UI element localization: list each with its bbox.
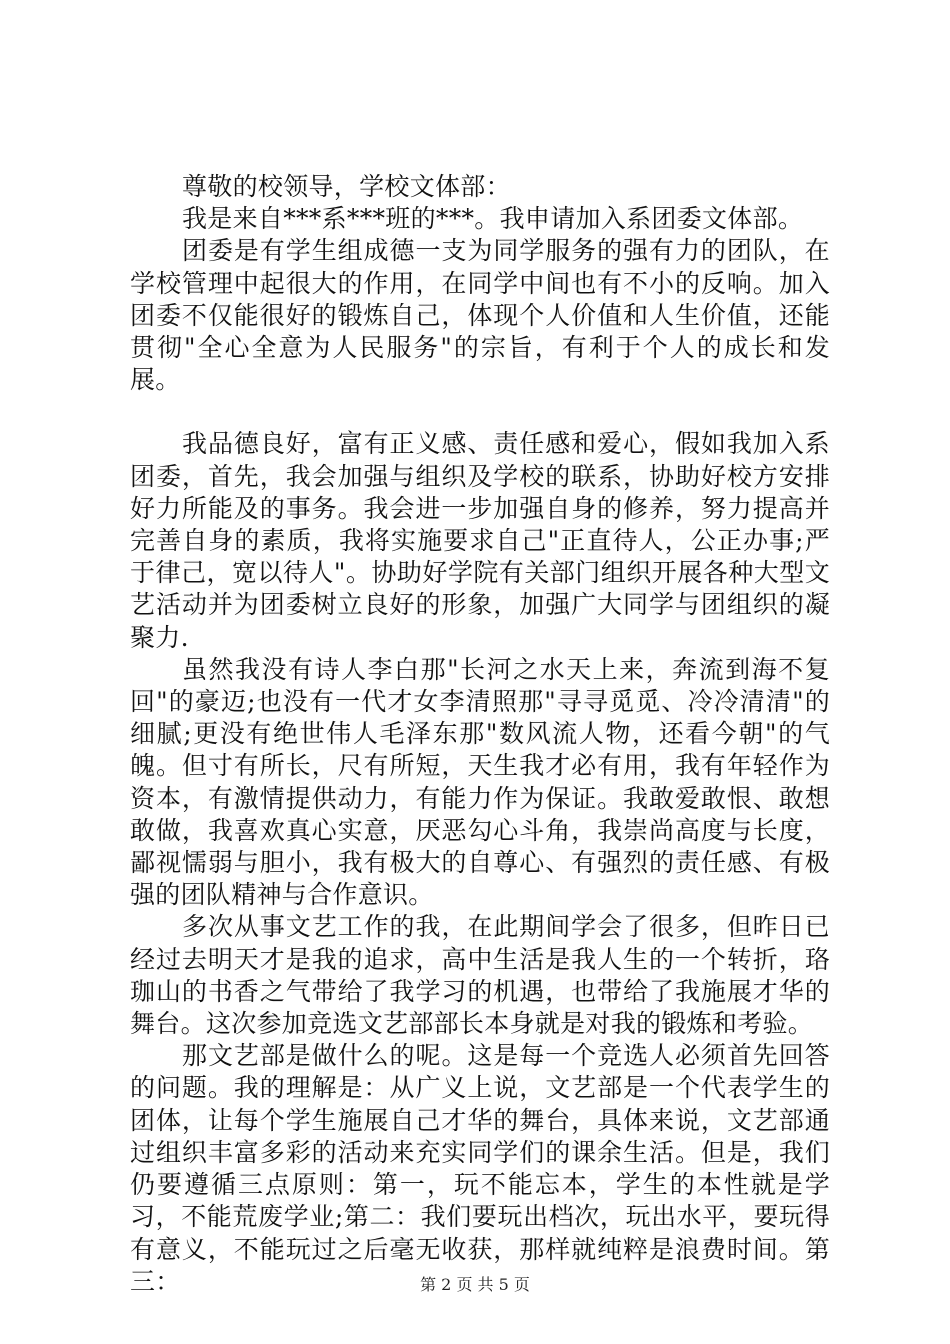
salutation: 尊敬的校领导，学校文体部：	[182, 172, 511, 201]
paragraph-intro: 我是来自***系***班的***。我申请加入系团委文体部。	[182, 204, 804, 234]
page-number: 第 2 页 共 5 页	[420, 1275, 530, 1294]
paragraph-character: 我品德良好，富有正义感、责任感和爱心，假如我加入系团委，首先，我会加强与组织及学校的联系，协助好校方安排好力所能及的事务。我会进一步加强自身的修养，努力提高并完善自身的素质，我将实施要求自己"正直待人，公正办事;严于律己，宽以待人"。协助好学院有关部门组织开展各种大型文艺活动并为团委树立良好的形象，加强广大同学与团组织的凝聚力.	[130, 429, 830, 652]
paragraph-spacer	[130, 396, 830, 428]
paragraph-ambition: 虽然我没有诗人李白那"长河之水天上来，奔流到海不复回"的豪迈;也没有一代才女李清照那"寻寻觅觅、冷冷清清"的细腻;更没有绝世伟人毛泽东那"数风流人物，还看今朝"的气魄。但寸有所长，尺有所短，天生我才必有用，我有年轻作为资本，有激情提供动力，有能力作为保证。我敢爱敢恨、敢想敢做，我喜欢真心实意，厌恶勾心斗角，我崇尚高度与长度，鄙视懦弱与胆小，我有极大的自尊心、有强烈的责任感、有极强的团队精神与合作意识。	[130, 654, 830, 910]
paragraph-department: 那文艺部是做什么的呢。这是每一个竞选人必须首先回答的问题。我的理解是：从广义上说，文艺部是一个代表学生的团体，让每个学生施展自己才华的舞台，具体来说，文艺部通过组织丰富多彩的活动来充实同学们的课余生活。但是，我们仍要遵循三点原则：第一，玩不能忘本，学生的本性就是学习，不能荒废学业;第二：我们要玩出档次，玩出水平，要玩得有意义，不能玩过之后毫无收获，那样就纯粹是浪费时间。第三：	[130, 1041, 830, 1296]
paragraph-experience: 多次从事文艺工作的我，在此期间学会了很多，但昨日已经过去明天才是我的追求，高中生活是我人生的一个转折，珞珈山的书香之气带给了我学习的机遇，也带给了我施展才华的舞台。这次参加竞选文艺部部长本身就是对我的锻炼和考验。	[130, 912, 830, 1039]
document-body	[130, 171, 830, 1298]
paragraph-team: 团委是有学生组成德一支为同学服务的强有力的团队，在学校管理中起很大的作用，在同学中间也有不小的反响。加入团委不仅能很好的锻炼自己，体现个人价值和人生价值，还能贯彻"全心全意为人民服务"的宗旨，有利于个人的成长和发展。	[130, 236, 830, 395]
